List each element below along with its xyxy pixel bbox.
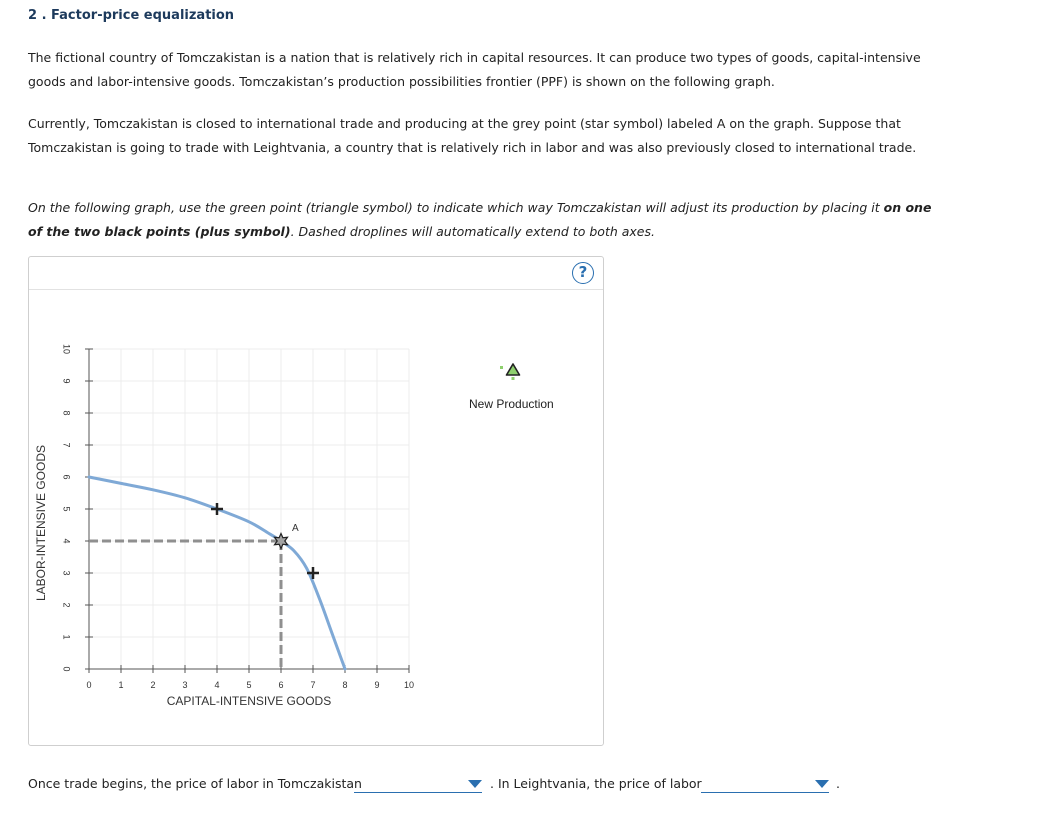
plus-point[interactable]: [211, 503, 223, 515]
help-button[interactable]: ?: [572, 262, 594, 284]
x-tick-label: 9: [374, 680, 380, 690]
y-tick-label: 7: [61, 442, 72, 448]
y-tick-label: 10: [61, 343, 72, 355]
y-tick-label: 2: [61, 602, 72, 608]
instruction-text-2: . Dashed droplines will automatically extend to both axes.: [290, 224, 655, 239]
question-text-2: . In Leightvania, the price of labor: [490, 776, 702, 791]
ppf-chart: [29, 257, 605, 747]
triangle-handle-bottom: [512, 377, 515, 380]
leightvania-labor-price-dropdown[interactable]: [701, 774, 829, 793]
intro-paragraph-2: Currently, Tomczakistan is closed to international trade and producing at the grey point (star symbol) labeled A on the graph. Suppose that Tomczakistan is going to trade with Leightvania, a country that is relatively rich in labor and was also previously closed to international trade.: [28, 116, 917, 155]
graph-panel: [28, 256, 604, 746]
x-tick-label: 8: [342, 680, 348, 690]
y-tick-label: 5: [61, 506, 72, 512]
grid-lines: [89, 349, 409, 669]
question-title: 2 . Factor-price equalization: [28, 8, 235, 23]
x-tick-label: 0: [86, 680, 92, 690]
x-tick-label: 6: [278, 680, 284, 690]
chevron-down-icon: [815, 780, 829, 788]
question-text-3: .: [836, 776, 840, 791]
y-tick-label: 0: [61, 666, 72, 672]
y-tick-label: 4: [61, 538, 72, 544]
x-tick-label: 5: [246, 680, 252, 690]
x-tick-label: 3: [182, 680, 188, 690]
axes: [85, 349, 409, 673]
plus-point[interactable]: [307, 567, 319, 579]
instruction-bold: on one of the two black points (plus symbol): [28, 200, 932, 239]
y-tick-label: 1: [61, 634, 72, 640]
x-tick-label: 10: [403, 680, 415, 690]
chevron-down-icon: [468, 780, 482, 788]
x-tick-label: 4: [214, 680, 220, 690]
new-production-triangle-icon[interactable]: [500, 364, 520, 380]
x-axis-title: CAPITAL-INTENSIVE GOODS: [166, 694, 332, 708]
y-tick-label: 3: [61, 570, 72, 576]
x-tick-label: 7: [310, 680, 316, 690]
instruction-text-1: On the following graph, use the green point (triangle symbol) to indicate which way Tomczakistan will adjust its production by placing it: [28, 200, 884, 215]
x-tick-label: 1: [118, 680, 124, 690]
question-text-1: Once trade begins, the price of labor in Tomczakistan: [28, 776, 362, 791]
instruction-paragraph: [28, 196, 948, 244]
triangle-icon: [507, 364, 520, 375]
triangle-handle-left: [500, 366, 503, 369]
intro-paragraph-1: The fictional country of Tomczakistan is a nation that is relatively rich in capital resources. It can produce two types of goods, capital-intensive goods and labor-intensive goods. Tomczakistan’s production possibilities frontier (PPF) is shown on the following graph.: [28, 50, 921, 89]
tomczakistan-labor-price-dropdown[interactable]: [354, 774, 482, 793]
y-axis-title: LABOR-INTENSIVE GOODS: [34, 444, 48, 602]
y-tick-label: 6: [61, 474, 72, 480]
question-line: [28, 774, 1028, 796]
legend-label: New Production: [469, 397, 554, 411]
x-tick-label: 2: [150, 680, 156, 690]
y-tick-label: 8: [61, 410, 72, 416]
y-tick-label: 9: [61, 378, 72, 384]
point-a-label: A: [292, 523, 299, 534]
